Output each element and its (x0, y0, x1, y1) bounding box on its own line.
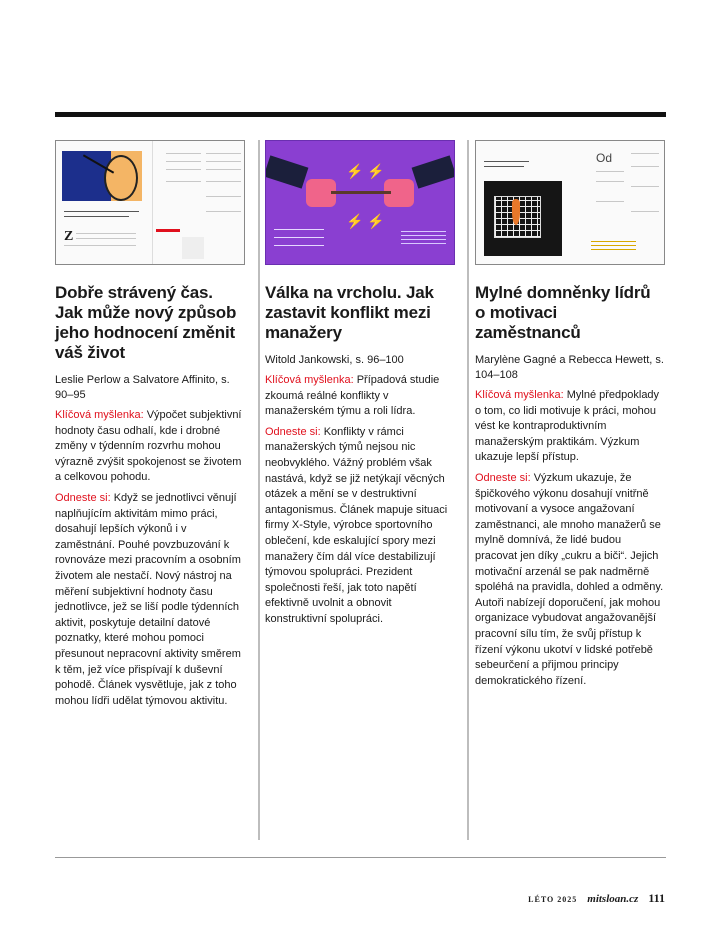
takeaway (475, 471, 665, 689)
takeaway (265, 425, 455, 628)
article-3 (475, 140, 665, 694)
top-rule (55, 112, 666, 117)
column-divider (258, 140, 260, 840)
takeaway-text: Výzkum ukazuje, že špičkového výkonu dosahují vnitřně motivovaní a vysoce angažovaní zaměstnanci, ale mnoho manažerů se mylně domnívá, že lidé budou pracovat jen díky „cukru a biči“. Jejich motivační arzenál se pak nadměrně spoléhá na pravidla, dohled a odměny. Autoři nabízejí doporučení, jak mohou organizace vybudovat angažovanější pracovní sílu tím, že svůj přístup k řízení výkonu ukotví v lidské potřebě sebeurčení a přijmou principy demokratického řízení. (475, 471, 664, 687)
page-footer (528, 891, 665, 906)
takeaway-text: Když se jednotlivci věnují naplňujícím aktivitám mimo práci, dosahují lepších výkonů i v zaměstnání. Pouhé povzbuzování k rovnováze mezi pracovním a osobním životem ale nestačí. Nový nástroj na měření subjektivní hodnoty času jednotlivce, jež se liší podle týdenních aktivit, poskytuje detailní datové poznatky, které mohou pomoci přesunout nepracovní aktivity směrem k těm, jež více přispívají k duševní pohodě. Článek vysvětluje, jak z toho mohou lídři udělat týmovou aktivitu. (55, 491, 241, 707)
key-idea (265, 373, 455, 420)
page-number: 111 (648, 891, 665, 905)
issue-season: LÉTO 2025 (528, 895, 578, 904)
takeaway (55, 491, 245, 709)
article-title: Mylné domněnky lídrů o motivaci zaměstnanců (475, 283, 651, 342)
article-title: Válka na vrcholu. Jak zastavit konflikt mezi manažery (265, 283, 434, 342)
key-idea-text: Mylné předpoklady o tom, co lidi motivuje k práci, mohou vést ke kontraproduktivním manažerským praktikám. Výzkum ukazuje lepší přístup. (475, 389, 660, 464)
takeaway-label: Odneste si: (475, 471, 531, 484)
article-authors: Leslie Perlow a Salvatore Affinito, s. 90–95 (55, 374, 230, 401)
article-authors: Marylène Gagné a Rebecca Hewett, s. 104–108 (475, 354, 664, 381)
article-thumbnail-tug-of-war: ⚡ ⚡ ⚡ ⚡ (265, 140, 455, 265)
article-thumbnail-carrot: Od (475, 140, 665, 265)
column-divider (467, 140, 469, 840)
article-title: Dobře strávený čas. Jak může nový způsob jeho hodnocení změnit váš život (55, 283, 237, 362)
key-idea-text: Výpočet subjektivní hodnoty času odhalí, kde i drobné změny v týdenním rozvrhu mohou výrazně zvýšit spokojenost se životem a celkovou pohodu. (55, 409, 242, 484)
article-authors: Witold Jankowski, s. 96–100 (265, 354, 404, 366)
key-idea-label: Klíčová myšlenka: (55, 409, 144, 421)
takeaway-label: Odneste si: (55, 491, 111, 504)
takeaway-label: Odneste si: (265, 425, 321, 438)
article-2 (265, 140, 455, 633)
bottom-rule (55, 857, 666, 858)
key-idea (475, 388, 665, 466)
key-idea-label: Klíčová myšlenka: (265, 374, 354, 386)
article-1 (55, 140, 245, 714)
article-thumbnail-clock: Z (55, 140, 245, 265)
key-idea-text: Případová studie zkoumá reálné konflikty v manažerském týmu a roli lídra. (265, 374, 440, 418)
key-idea-label: Klíčová myšlenka: (475, 389, 564, 401)
site-name: mitsloan.cz (587, 893, 639, 905)
takeaway-text: Konflikty v rámci manažerských týmů nejsou nic neobvyklého. Vážný problém však nastává, když se již netýkají věcných otázek a mění se v destruktivní antagonismus. Článek mapuje situaci firmy X-Style, výrobce sportovního oblečení, kde eskalující spory mezi manažery čím dál více destabilizují týmovou spolupráci. Prezident společnosti řeší, jak toto napětí efektivně uvolnit a obnovit konstruktivní spolupráci. (265, 425, 448, 625)
key-idea (55, 408, 245, 486)
